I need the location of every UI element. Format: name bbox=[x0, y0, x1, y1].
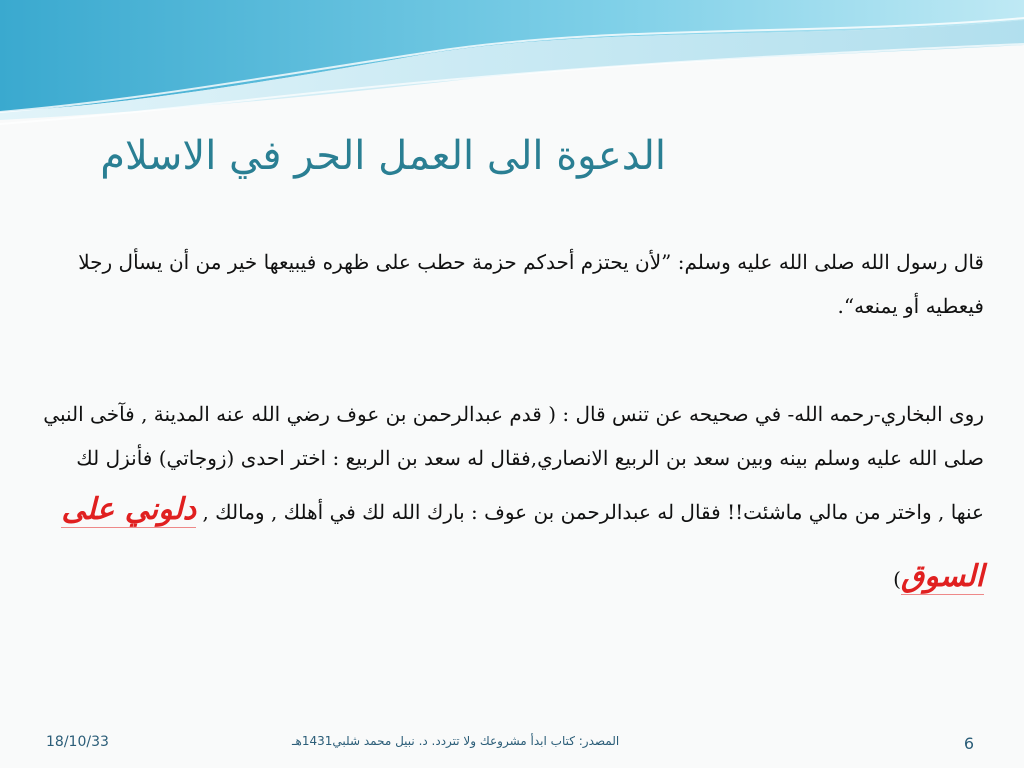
page-number: 6 bbox=[963, 734, 974, 753]
story-line-1: روى البخاري-رحمه الله- في صحيحه عن تنس قال : ( قدم عبدالرحمن بن عوف رضي الله عنه المدينة , فآخى النبي bbox=[43, 402, 984, 426]
story-line-2: صلى الله عليه وسلم بينه وبين سعد بن الربيع الانصاري,فقال له سعد بن الربيع : اختر احدى (زوجاتي) فأنزل لك bbox=[76, 446, 984, 470]
highlight-text-2: السوق bbox=[900, 559, 984, 594]
slide-title: الدعوة الى العمل الحر في الاسلام bbox=[100, 133, 666, 179]
footer-source: المصدر: كتاب ابدأ مشروعك ولا تتردد. د. نبيل محمد شلبي1431هـ bbox=[292, 734, 620, 748]
closing-parenthesis: ) bbox=[893, 567, 901, 591]
story-line-3 bbox=[34, 480, 984, 542]
header-wave-decoration bbox=[0, 0, 1024, 130]
story-paragraph bbox=[34, 392, 984, 614]
highlight-text-1: دلوني على bbox=[61, 492, 197, 527]
story-line-3-text: عنها , واختر من مالي ماشئت!! فقال له عبدالرحمن بن عوف : بارك الله لك في أهلك , ومالك , bbox=[202, 500, 984, 524]
story-line-4 bbox=[34, 542, 984, 614]
footer-date: 18/10/33 bbox=[46, 734, 109, 750]
hadith-paragraph: قال رسول الله صلى الله عليه وسلم: ”لأن يحتزم أحدكم حزمة حطب على ظهره فيبيعها خير من أن يسأل رجلا فيعطيه أو يمنعه“. bbox=[78, 250, 984, 318]
